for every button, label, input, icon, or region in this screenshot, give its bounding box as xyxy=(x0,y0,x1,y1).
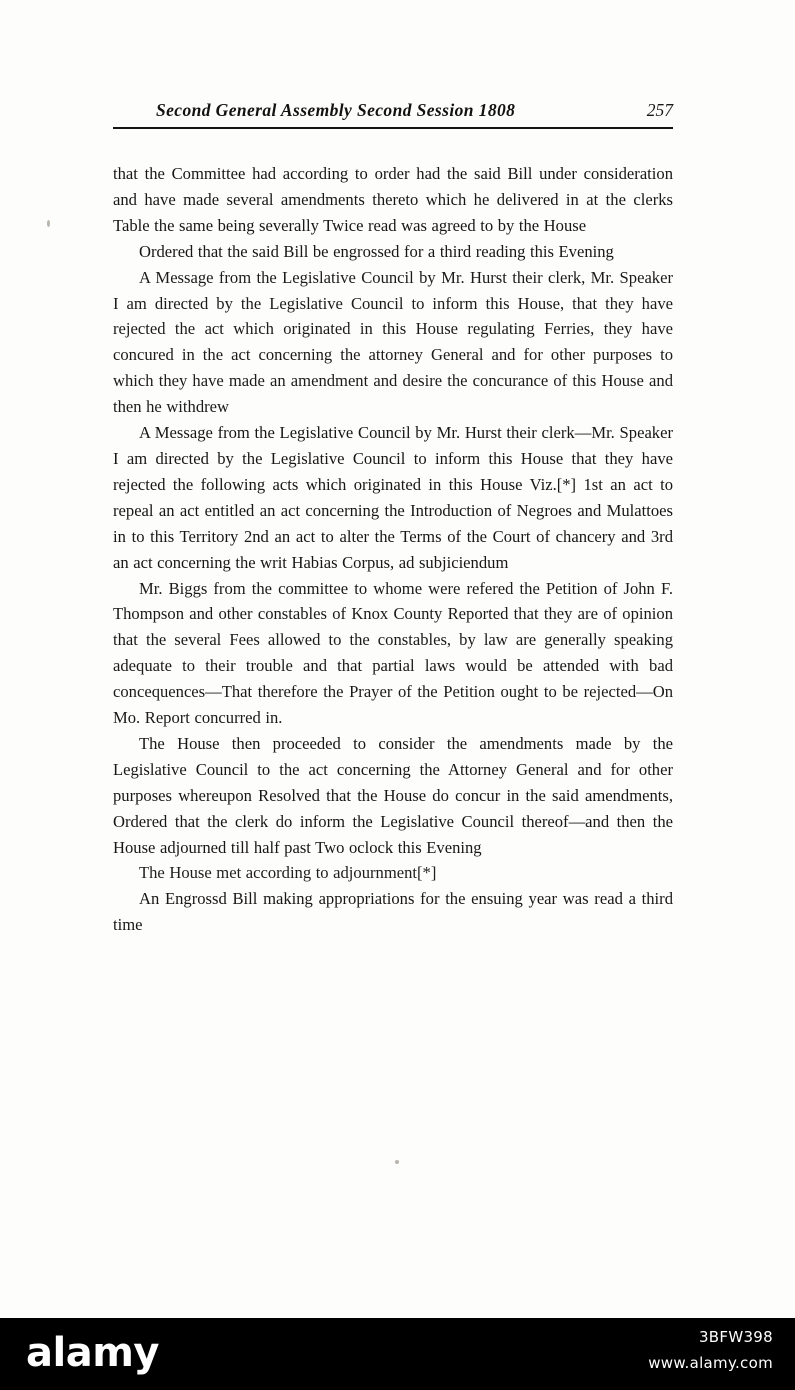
running-head-title: Second General Assembly Second Session 1808 xyxy=(156,100,516,120)
alamy-logo: alamy xyxy=(26,1330,159,1376)
running-head xyxy=(113,100,673,134)
paragraph: A Message from the Legislative Council by Mr. Hurst their clerk, Mr. Speaker I am directed by the Legislative Council to inform this House, that they have rejected the act which originated in this House regulating Ferries, they have concured in the act concerning the attorney General and for other purposes to which they have made an amendment and desire the concurance of this House and then he withdrew xyxy=(113,267,673,417)
page-number: 257 xyxy=(646,100,673,120)
alamy-url-label: www.alamy.com xyxy=(648,1354,773,1372)
scan-speck xyxy=(47,220,50,227)
paragraph: Ordered that the said Bill be engrossed for a third reading this Evening xyxy=(139,241,614,261)
scan-speck xyxy=(395,1160,399,1164)
paragraph: The House then proceeded to consider the amendments made by the Legislative Council to the act concerning the Attorney General and for other purposes whereupon Resolved that the House do concur in the said amendments, Ordered that the clerk do inform the Legislative Council thereof—and then the House adjourned till half past Two oclock this Evening xyxy=(113,733,673,857)
paragraph: A Message from the Legislative Council by Mr. Hurst their clerk—Mr. Speaker I am directed by the Legislative Council to inform this House that they have rejected the following acts which originated in this House Viz.[*] 1st an act to repeal an act entitled an act concerning the Introduction of Negroes and Mulattoes in to this Territory 2nd an act to alter the Terms of the Court of chancery and 3rd an act concerning the writ Habias Corpus, ad subjiciendum xyxy=(113,423,673,572)
image-id-label: 3BFW398 xyxy=(698,1328,773,1346)
paragraph: An Engrossd Bill making appropriations for the ensuing year was read a third time xyxy=(113,889,673,935)
alamy-watermark-bar xyxy=(0,1318,795,1390)
paragraph: that the Committee had according to order had the said Bill under consideration and have made several amendments thereto which he delivered in at the clerks Table the same being severally Twice read was agreed to by the House xyxy=(113,164,673,235)
paragraph: Mr. Biggs from the committee to whome were refered the Petition of John F. Thompson and other constables of Knox County Reported that they are of opinion that the several Fees allowed to the constables, by law are generally speaking adequate to their trouble and that partial laws would be attended with bad concequences—That therefore the Prayer of the Petition ought to be rejected—On Mo. Report concurred in. xyxy=(113,578,673,728)
body-text xyxy=(113,161,673,938)
paragraph: The House met according to adjournment[*] xyxy=(139,863,437,883)
header-rule xyxy=(113,127,673,129)
page-content xyxy=(113,100,673,938)
